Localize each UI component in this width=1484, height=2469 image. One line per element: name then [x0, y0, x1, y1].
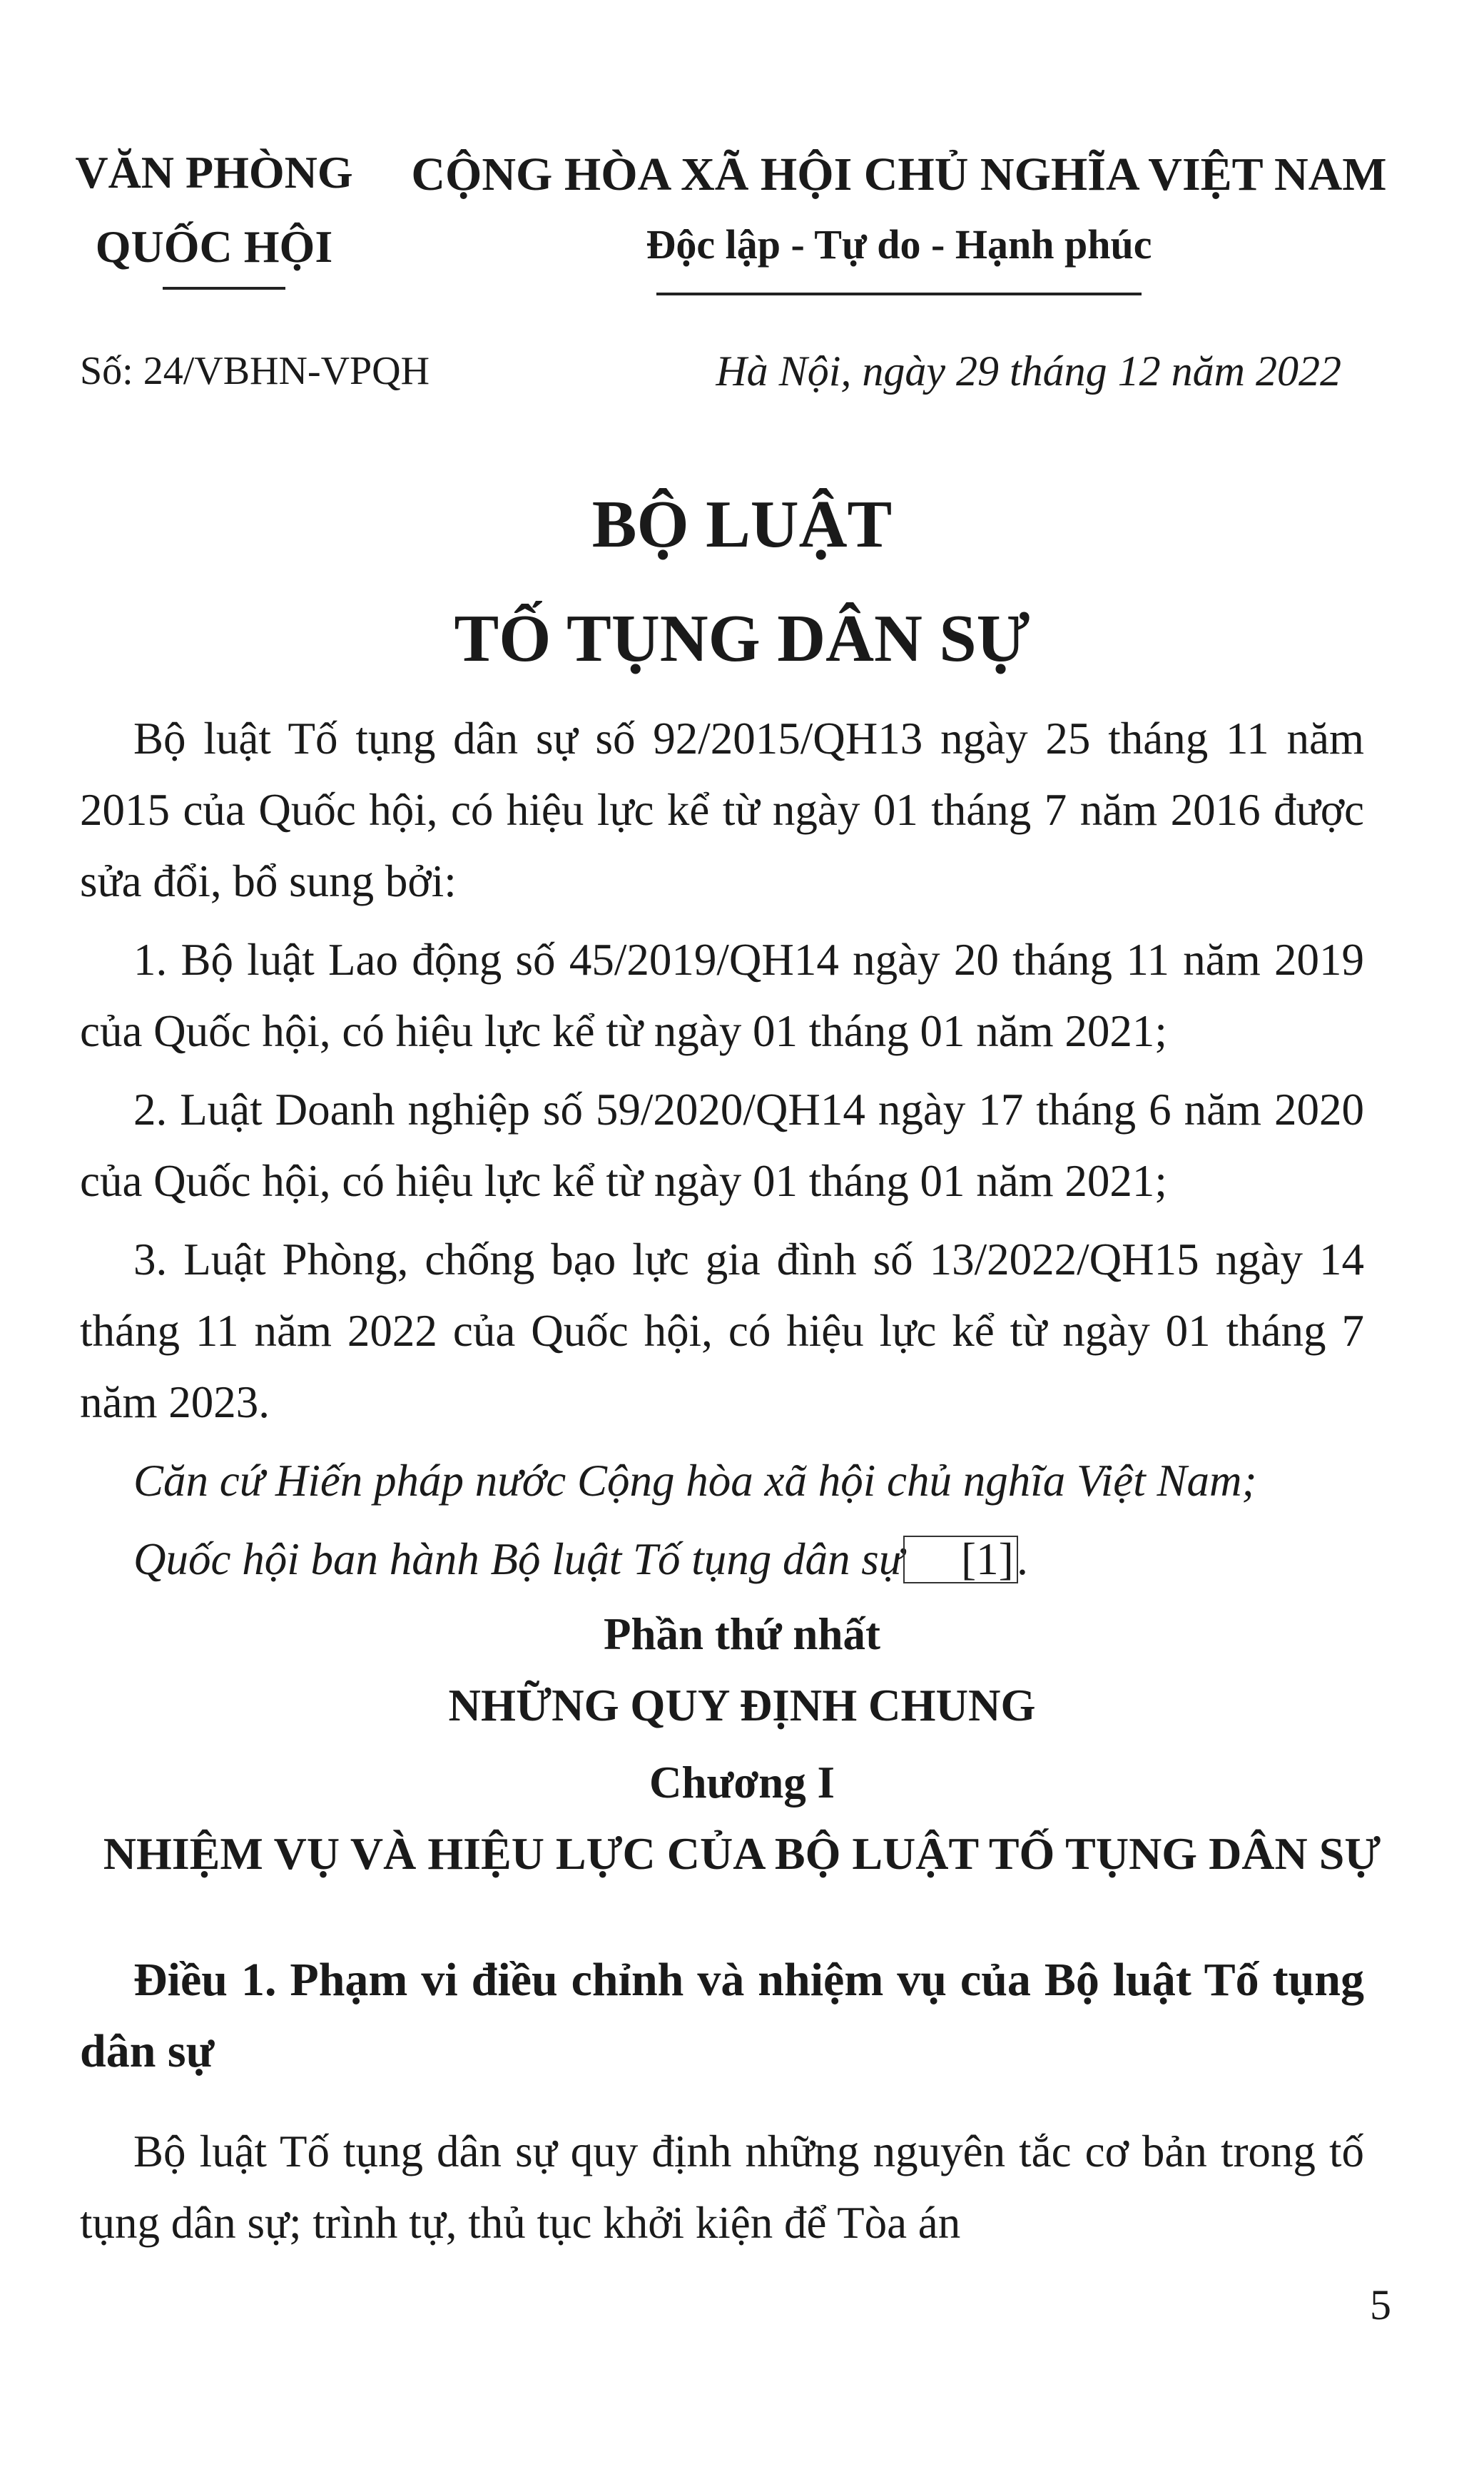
- chapter-title: NHIỆM VỤ VÀ HIỆU LỰC CỦA BỘ LUẬT TỐ TỤNG DÂN SỰ: [103, 1828, 1381, 1879]
- issuing-agency: [57, 136, 371, 284]
- amendment-item-1: 1. Bộ luật Lao động số 45/2019/QH14 ngày 20 tháng 11 năm 2019 của Quốc hội, có hiệu lực kể từ ngày 01 tháng 01 năm 2021;: [80, 935, 1364, 1056]
- agency-underline: [163, 287, 285, 290]
- national-motto: Độc lập - Tự do - Hạnh phúc: [646, 221, 1152, 268]
- part-heading: [0, 1598, 1484, 1890]
- title-line-2: TỐ TỤNG DÂN SỰ: [454, 602, 1030, 676]
- part-title: NHỮNG QUY ĐỊNH CHUNG: [448, 1680, 1036, 1730]
- national-header: [400, 139, 1398, 279]
- amendment-item-2: 2. Luật Doanh nghiệp số 59/2020/QH14 ngày 17 tháng 6 năm 2020 của Quốc hội, có hiệu lực kể từ ngày 01 tháng 01 năm 2021;: [80, 1085, 1364, 1206]
- place-and-date: Hà Nội, ngày 29 tháng 12 năm 2022: [716, 348, 1341, 395]
- article-1-body-block: [80, 2116, 1364, 2258]
- chapter-name: Chương I: [649, 1758, 835, 1808]
- intro-block: [80, 703, 1364, 1595]
- document-title: [0, 467, 1484, 696]
- agency-line-2: QUỐC HỘI: [95, 221, 333, 272]
- enactment-end: .: [1017, 1534, 1030, 1584]
- enactment-clause: [80, 1524, 1364, 1595]
- amendment-item-3: 3. Luật Phòng, chống bạo lực gia đình số 13/2022/QH15 ngày 14 tháng 11 năm 2022 của Quốc hội, có hiệu lực kể từ ngày 01 tháng 7 năm 2023.: [80, 1234, 1364, 1427]
- agency-line-1: VĂN PHÒNG: [75, 147, 353, 198]
- motto-underline: [656, 293, 1142, 295]
- document-number: Số: 24/VBHN-VPQH: [80, 349, 430, 393]
- footnote-link[interactable]: [1]: [903, 1536, 1017, 1583]
- article-1-body: Bộ luật Tố tụng dân sự quy định những nguyên tắc cơ bản trong tố tụng dân sự; trình tự, thủ tục khởi kiện để Tòa án: [80, 2126, 1364, 2248]
- legal-basis: Căn cứ Hiến pháp nước Cộng hòa xã hội chủ nghĩa Việt Nam;: [133, 1456, 1257, 1506]
- intro-lead: Bộ luật Tố tụng dân sự số 92/2015/QH13 ngày 25 tháng 11 năm 2015 của Quốc hội, có hiệu lực kể từ ngày 01 tháng 7 năm 2016 được sửa đổi, bổ sung bởi:: [80, 714, 1364, 906]
- article-1-heading: Điều 1. Phạm vi điều chỉnh và nhiệm vụ của Bộ luật Tố tụng dân sự: [80, 1954, 1364, 2077]
- country-name: CỘNG HÒA XÃ HỘI CHỦ NGHĨA VIỆT NAM: [411, 148, 1387, 201]
- enactment-text: Quốc hội ban hành Bộ luật Tố tụng dân sự: [133, 1534, 904, 1584]
- title-line-1: BỘ LUẬT: [591, 487, 893, 562]
- page-number: 5: [1370, 2281, 1391, 2328]
- part-name: Phần thứ nhất: [604, 1609, 880, 1659]
